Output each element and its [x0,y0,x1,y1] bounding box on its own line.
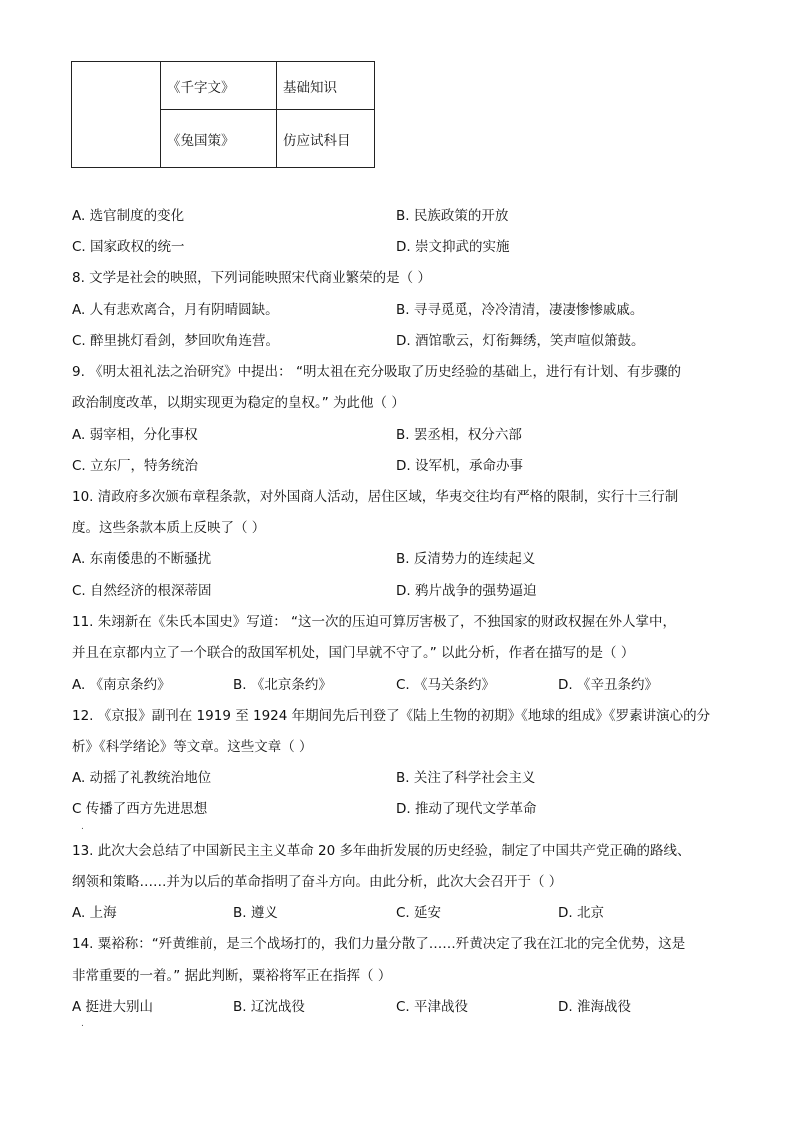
table-cell-book: 《兔国策》 [161,110,277,168]
q13-option-a: A. 上海 [72,905,117,921]
q10-stem-line-1: 10. 清政府多次颁布章程条款，对外国商人活动，居住区域，华夷交往均有严格的限制，实行十三行制 [72,489,679,505]
q12-stem-line-1: 12. 《京报》副刊在 1919 至 1924 年期间先后刊登了《陆上生物的初期》《地球的组成》《罗素讲演心的分 [72,708,711,724]
table-cell-purpose: 基础知识 [277,62,375,110]
q9-option-b: B. 罢丞相，权分六部 [396,427,522,443]
table-cell-purpose: 仿应试科目 [277,110,375,168]
q13-option-b: B. 遵义 [233,905,278,921]
source-table [71,61,375,168]
q12-stem-line-2: 析》《科学绪论》等文章。这些文章（ ） [72,739,313,755]
q14-stem-line-2: 非常重要的一着。” 据此判断，粟裕将军正在指挥（ ） [72,968,392,984]
q8-option-b: B. 寻寻觅觅，冷冷清清，凄凄惨惨戚戚。 [396,302,644,318]
q14-option-a: A 挺进大别山 [72,999,154,1015]
q11-option-d: D. 《辛丑条约》 [558,677,658,693]
q10-stem-line-2: 度。这些条款本质上反映了（ ） [72,520,266,536]
q14-option-b: B. 辽沈战役 [233,999,305,1015]
q10-option-d: D. 鸦片战争的强势逼迫 [396,583,537,599]
q14-option-c: C. 平津战役 [396,999,469,1015]
q7-option-d: D. 崇文抑武的实施 [396,239,510,255]
q12-option-b: B. 关注了科学社会主义 [396,770,536,786]
q7-option-c: C. 国家政权的统一 [72,239,185,255]
q9-option-a: A. 弱宰相，分化事权 [72,427,198,443]
q8-option-d: D. 酒馆歌云，灯衔舞绣，笑声喧似箫鼓。 [396,333,645,349]
q13-option-c: C. 延安 [396,905,442,921]
q11-option-c: C. 《马关条约》 [396,677,496,693]
q9-option-d: D. 设军机，承命办事 [396,458,523,474]
q14-stem-line-1: 14. 粟裕称：“歼黄维前，是三个战场打的，我们力量分散了……歼黄决定了我在江北的完全优势，这是 [72,936,686,952]
stray-dot-mark: . [81,822,84,832]
q11-stem-line-1: 11. 朱翊新在《朱氏本国史》写道： “这一次的压迫可算厉害极了，不独国家的财政权握在外人掌中， [72,614,677,630]
q10-option-b: B. 反清势力的连续起义 [396,551,536,567]
q13-stem-line-1: 13. 此次大会总结了中国新民主主义革命 20 多年曲折发展的历史经验，制定了中国共产党正确的路线、 [72,843,691,859]
q8-option-a: A. 人有悲欢离合，月有阴晴圆缺。 [72,302,279,318]
table-blank-cell [72,62,161,168]
q11-stem-line-2: 并且在京都内立了一个联合的敌国军机处，国门早就不守了。” 以此分析，作者在描写的是（ ） [72,645,635,661]
q12-option-c: C 传播了西方先进思想 [72,801,208,817]
q14-option-d: D. 淮海战役 [558,999,631,1015]
q11-option-b: B. 《北京条约》 [233,677,332,693]
stray-dot-mark: . [81,1019,84,1029]
q7-option-b: B. 民族政策的开放 [396,208,509,224]
q8-option-c: C. 醉里挑灯看剑，梦回吹角连营。 [72,333,280,349]
q10-option-c: C. 自然经济的根深蒂固 [72,583,212,599]
q13-stem-line-2: 纲领和策略……并为以后的革命指明了奋斗方向。由此分析，此次大会召开于（ ） [72,874,563,890]
table-row [72,62,375,110]
q10-option-a: A. 东南倭患的不断骚扰 [72,551,212,567]
q9-option-c: C. 立东厂，特务统治 [72,458,199,474]
q9-stem-line-1: 9. 《明太祖礼法之治研究》中提出： “明太祖在充分吸取了历史经验的基础上，进行有计划、有步骤的 [72,364,681,380]
q9-stem-line-2: 政治制度改革，以期实现更为稳定的皇权。” 为此他（ ） [72,395,405,411]
table-cell-book: 《千字文》 [161,62,277,110]
q12-option-d: D. 推动了现代文学革命 [396,801,537,817]
q11-option-a: A. 《南京条约》 [72,677,171,693]
q13-option-d: D. 北京 [558,905,604,921]
q7-option-a: A. 选官制度的变化 [72,208,185,224]
q12-option-a: A. 动摇了礼教统治地位 [72,770,212,786]
q8-stem: 8. 文学是社会的映照，下列词能映照宋代商业繁荣的是（ ） [72,270,431,286]
